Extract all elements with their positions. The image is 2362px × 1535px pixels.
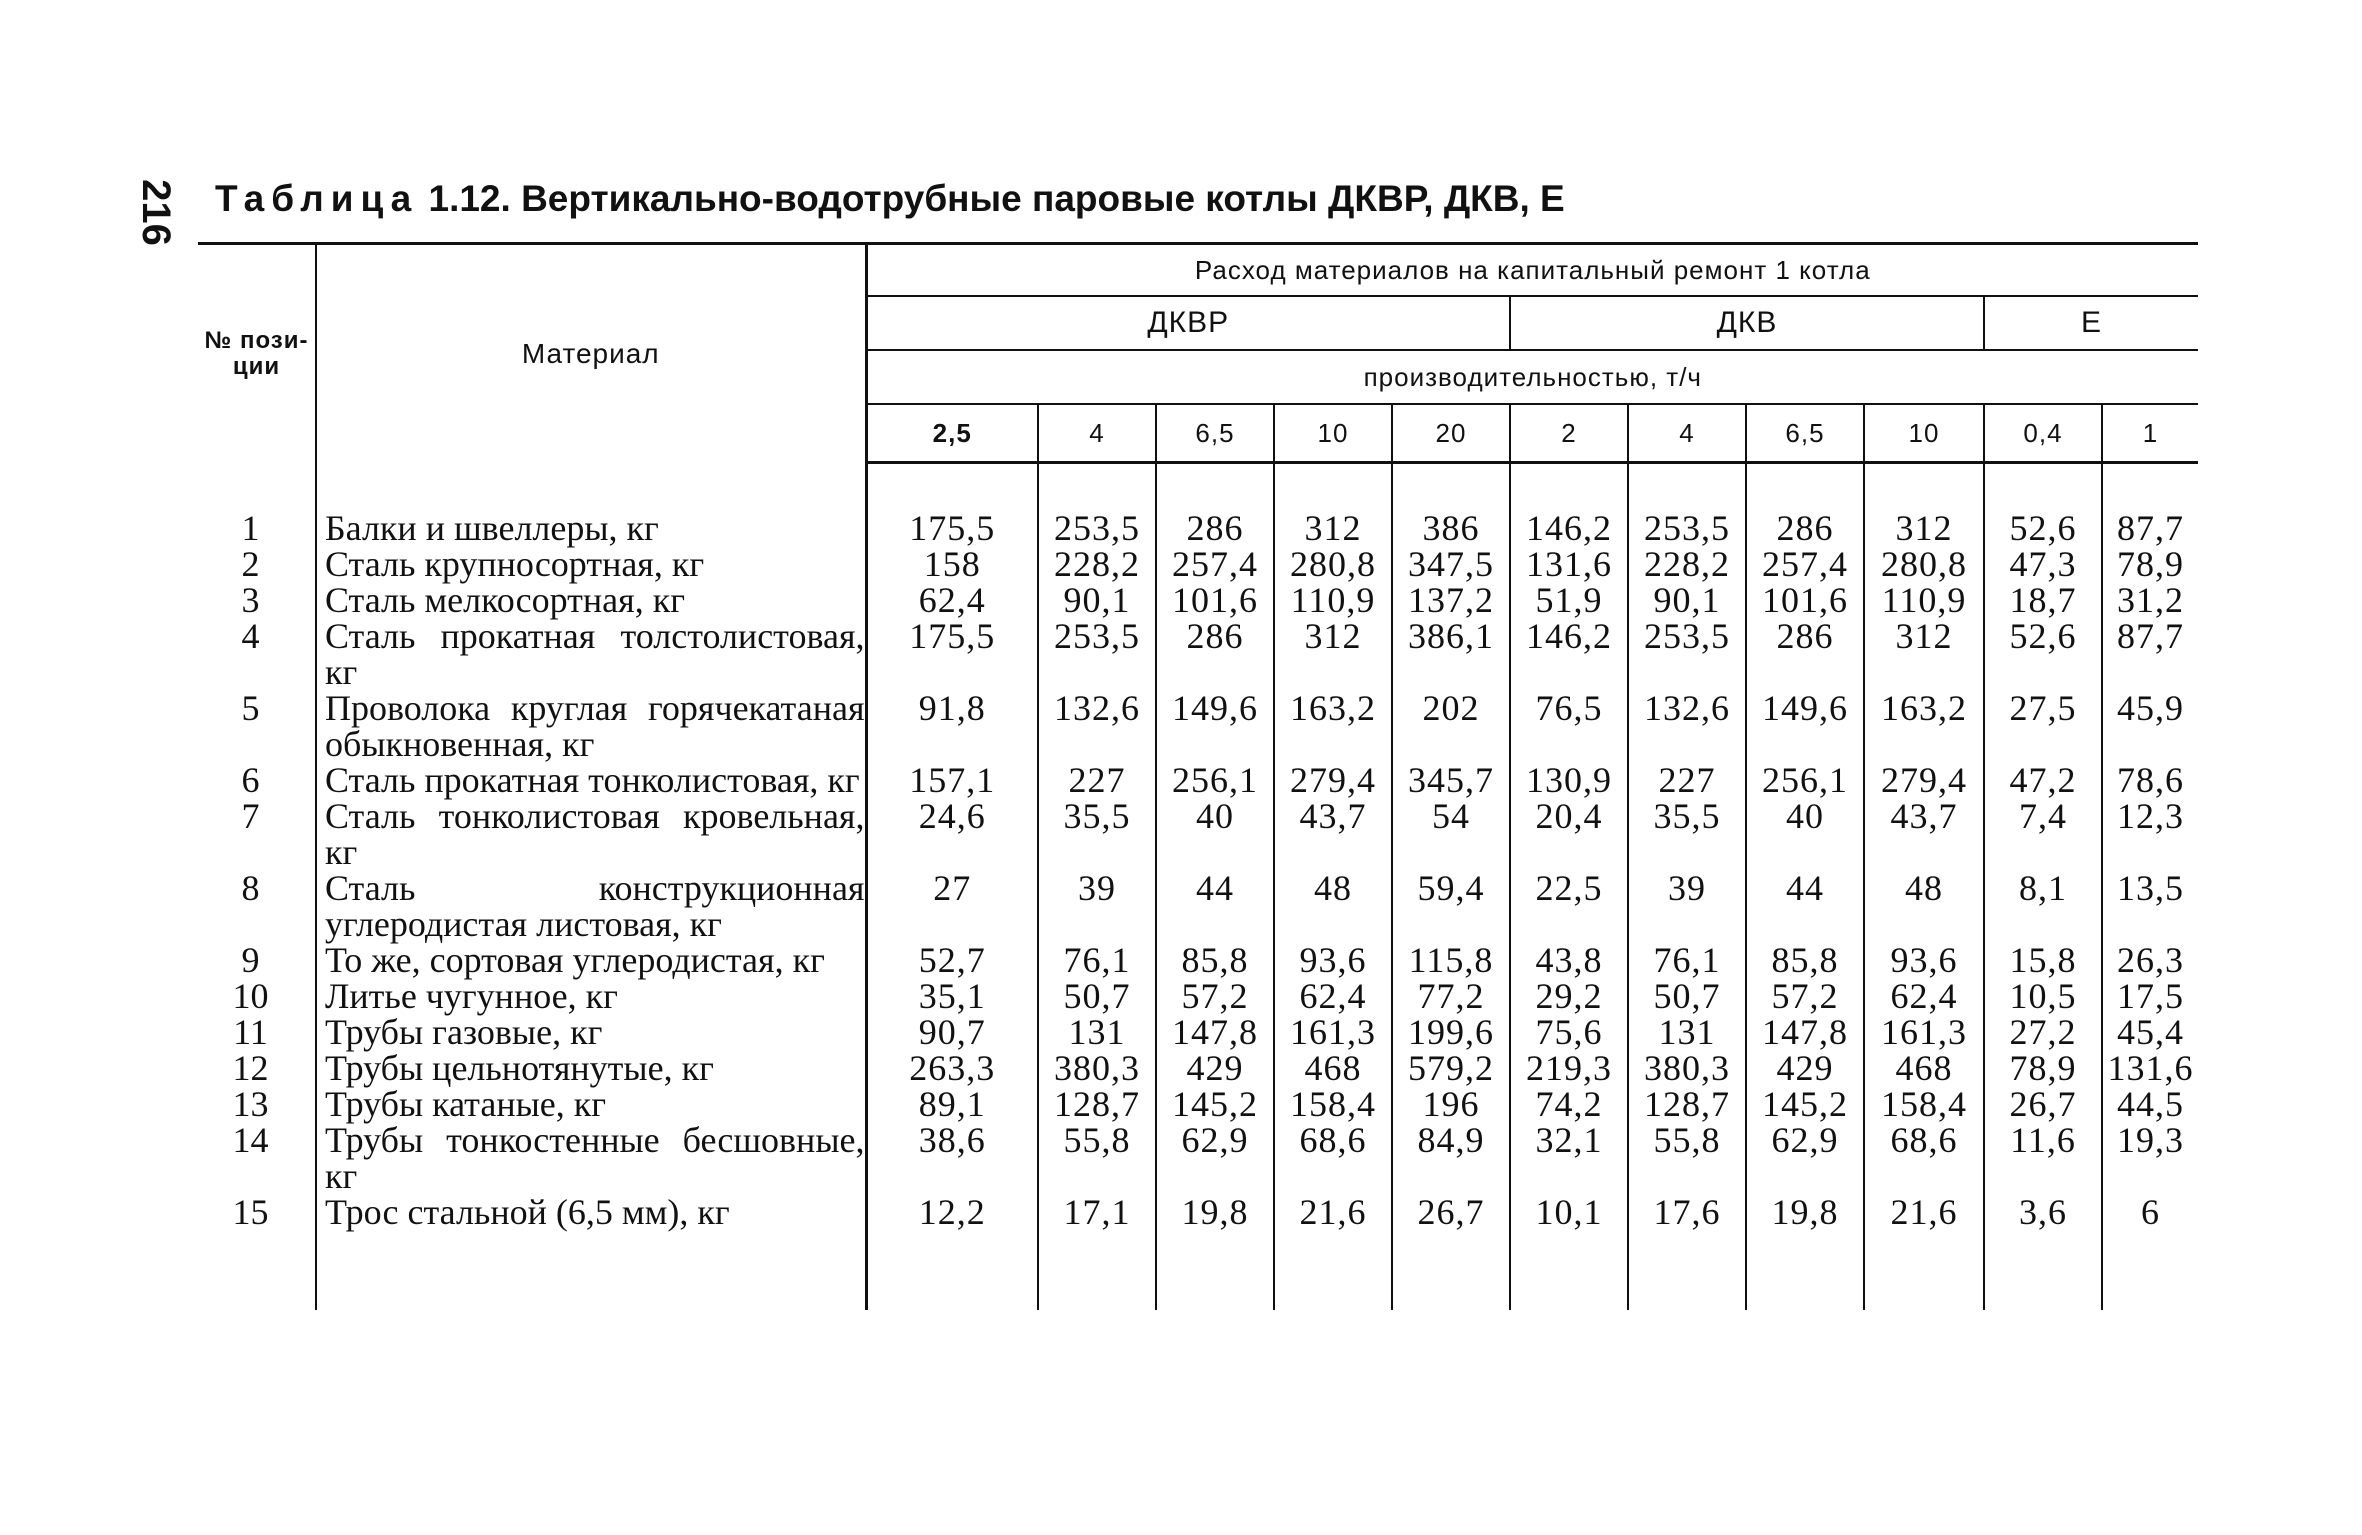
- row-value: 78,9: [1984, 1050, 2102, 1086]
- row-value: 26,7: [1984, 1086, 2102, 1122]
- row-value: 52,6: [1984, 510, 2102, 546]
- title-number: 1.12.: [428, 178, 511, 219]
- row-value: 147,8: [1156, 1014, 1274, 1050]
- row-value: 286: [1746, 510, 1864, 546]
- row-value: 3,6: [1984, 1194, 2102, 1230]
- header-capacity-cell: 20: [1392, 404, 1510, 463]
- row-value: 386: [1392, 510, 1510, 546]
- table-row: [198, 1050, 2198, 1086]
- row-value: 43,7: [1274, 798, 1392, 870]
- row-value: 76,1: [1628, 942, 1746, 978]
- row-value: 85,8: [1746, 942, 1864, 978]
- row-position: 4: [198, 618, 316, 690]
- row-value: 128,7: [1628, 1086, 1746, 1122]
- row-value: 62,4: [1274, 978, 1392, 1014]
- row-position: 1: [198, 510, 316, 546]
- header-capacity-cell: 6,5: [1156, 404, 1274, 463]
- row-value: 163,2: [1864, 690, 1984, 762]
- row-value: 161,3: [1864, 1014, 1984, 1050]
- header-position: № пози- ции: [198, 244, 316, 463]
- row-material: Сталь крупносортная, кг: [316, 546, 866, 582]
- row-value: 286: [1156, 510, 1274, 546]
- row-value: 312: [1274, 510, 1392, 546]
- row-value: 347,5: [1392, 546, 1510, 582]
- tail-cell: [1156, 1230, 1274, 1310]
- row-material: Сталь мелкосортная, кг: [316, 582, 866, 618]
- spacer-cell: [1274, 463, 1392, 511]
- header-brand-e: Е: [1984, 296, 2198, 350]
- row-value: 12,3: [2117, 796, 2185, 836]
- row-value: 44: [1746, 870, 1864, 942]
- row-value: 146,2: [1510, 618, 1628, 690]
- row-value: 35,5: [1038, 798, 1156, 870]
- row-value: 429: [1156, 1050, 1274, 1086]
- table-row: [198, 1194, 2198, 1230]
- row-value: 48: [1274, 870, 1392, 942]
- table-row: [198, 942, 2198, 978]
- row-position: 9: [198, 942, 316, 978]
- row-material: Трос стальной (6,5 мм), кг: [316, 1194, 866, 1230]
- row-value: 68,6: [1274, 1122, 1392, 1194]
- row-value: 149,6: [1746, 690, 1864, 762]
- row-material: Сталь прокатная тонколистовая, кг: [316, 762, 866, 798]
- row-value: 32,1: [1510, 1122, 1628, 1194]
- table-row: [198, 690, 2198, 762]
- row-value: 137,2: [1392, 582, 1510, 618]
- row-material: То же, сортовая углеродистая, кг: [316, 942, 866, 978]
- row-value: 286: [1156, 618, 1274, 690]
- row-value: 256,1: [1156, 762, 1274, 798]
- tail-cell: [866, 1230, 1038, 1310]
- title-lead: Таблица: [215, 178, 419, 219]
- row-value: 196: [1392, 1086, 1510, 1122]
- row-value: 44: [1156, 870, 1274, 942]
- row-value: 57,2: [1156, 978, 1274, 1014]
- row-value: 45,9: [2117, 688, 2185, 728]
- row-value: 48: [1864, 870, 1984, 942]
- row-value: 21,6: [1274, 1194, 1392, 1230]
- table-row: [198, 978, 2198, 1014]
- row-value: 90,1: [1038, 582, 1156, 618]
- table-row: [198, 582, 2198, 618]
- row-value: 90,1: [1628, 582, 1746, 618]
- row-value: 24,6: [866, 798, 1038, 870]
- title-text: Вертикально-водотрубные паровые котлы ДКВР, ДКВ, Е: [521, 178, 1565, 219]
- row-value: 101,6: [1156, 582, 1274, 618]
- row-position: 10: [198, 978, 316, 1014]
- table-row: [198, 870, 2198, 942]
- row-value: 43,8: [1510, 942, 1628, 978]
- header-capacity-cell: 1: [2102, 404, 2198, 463]
- tail-row: [198, 1230, 2198, 1310]
- tail-cell: [1274, 1230, 1392, 1310]
- spacer-cell: [1746, 463, 1864, 511]
- header-capacity-cell: 4: [1628, 404, 1746, 463]
- spacer-cell: [316, 463, 866, 511]
- row-value: 163,2: [1274, 690, 1392, 762]
- row-value: 78,9: [2117, 544, 2185, 584]
- spacer-cell: [1510, 463, 1628, 511]
- row-value: 227: [1628, 762, 1746, 798]
- row-value: 161,3: [1274, 1014, 1392, 1050]
- row-value: 280,8: [1864, 546, 1984, 582]
- row-material: Трубы тонкостенные бесшовные, кг: [316, 1122, 866, 1194]
- row-value: 19,3: [2117, 1120, 2185, 1160]
- row-value: 145,2: [1746, 1086, 1864, 1122]
- row-material: Сталь конструкционная углеродистая листовая, кг: [316, 870, 866, 942]
- row-value: 157,1: [866, 762, 1038, 798]
- row-material: Трубы цельнотянутые, кг: [316, 1050, 866, 1086]
- row-value: 27,2: [1984, 1014, 2102, 1050]
- row-value: 17,6: [1628, 1194, 1746, 1230]
- row-value: 90,7: [866, 1014, 1038, 1050]
- row-value: 47,3: [1984, 546, 2102, 582]
- tail-cell: [1510, 1230, 1628, 1310]
- row-value: 77,2: [1392, 978, 1510, 1014]
- tail-cell: [316, 1230, 866, 1310]
- row-value: 84,9: [1392, 1122, 1510, 1194]
- row-value: 17,5: [2117, 976, 2185, 1016]
- row-value: 93,6: [1864, 942, 1984, 978]
- row-value: 62,4: [866, 582, 1038, 618]
- row-value: 101,6: [1746, 582, 1864, 618]
- row-value: 131,6: [1510, 546, 1628, 582]
- row-value: 345,7: [1392, 762, 1510, 798]
- row-position: 7: [198, 798, 316, 870]
- row-value: 380,3: [1038, 1050, 1156, 1086]
- header-capacity-cell: 10: [1274, 404, 1392, 463]
- row-position: 15: [198, 1194, 316, 1230]
- table-row: [198, 762, 2198, 798]
- row-value: 10,5: [1984, 978, 2102, 1014]
- row-value: 47,2: [1984, 762, 2102, 798]
- row-value: 263,3: [866, 1050, 1038, 1086]
- row-position: 5: [198, 690, 316, 762]
- materials-table: [198, 242, 2198, 1310]
- row-value: 257,4: [1156, 546, 1274, 582]
- row-value: 76,1: [1038, 942, 1156, 978]
- tail-cell: [1984, 1230, 2102, 1310]
- row-value: 13,5: [2117, 868, 2185, 908]
- row-value: 228,2: [1628, 546, 1746, 582]
- materials-table-wrapper: [198, 242, 2198, 1310]
- header-brand-dkv: ДКВ: [1510, 296, 1984, 350]
- row-value: 54: [1392, 798, 1510, 870]
- row-value: 35,1: [866, 978, 1038, 1014]
- row-value: 26,3: [2117, 940, 2185, 980]
- row-value: 18,7: [1984, 582, 2102, 618]
- spacer-cell: [1984, 463, 2102, 511]
- header-capacity-cell: 4: [1038, 404, 1156, 463]
- tail-cell: [1628, 1230, 1746, 1310]
- row-value: 6: [2141, 1192, 2161, 1232]
- header-capacity-cell: 6,5: [1746, 404, 1864, 463]
- spacer-cell: [198, 463, 316, 511]
- row-material: Трубы газовые, кг: [316, 1014, 866, 1050]
- row-value: 256,1: [1746, 762, 1864, 798]
- row-value: 228,2: [1038, 546, 1156, 582]
- row-value: 43,7: [1864, 798, 1984, 870]
- row-value: 380,3: [1628, 1050, 1746, 1086]
- table-title: [215, 178, 1565, 220]
- row-value: 158: [866, 546, 1038, 582]
- row-position: 2: [198, 546, 316, 582]
- row-value: 19,8: [1156, 1194, 1274, 1230]
- table-body: [198, 463, 2198, 1311]
- row-value: 62,9: [1746, 1122, 1864, 1194]
- row-position: 11: [198, 1014, 316, 1050]
- tail-cell: [198, 1230, 316, 1310]
- row-value: 17,1: [1038, 1194, 1156, 1230]
- spacer-cell: [1038, 463, 1156, 511]
- tail-cell: [1746, 1230, 1864, 1310]
- row-material: Трубы катаные, кг: [316, 1086, 866, 1122]
- row-material: Сталь тонколистовая кровельная, кг: [316, 798, 866, 870]
- table-row: [198, 546, 2198, 582]
- row-value: 89,1: [866, 1086, 1038, 1122]
- header-capacity-cell: 2,5: [866, 404, 1038, 463]
- row-material: Литье чугунное, кг: [316, 978, 866, 1014]
- row-value: 68,6: [1864, 1122, 1984, 1194]
- header-capacity-cell: 10: [1864, 404, 1984, 463]
- row-position: 3: [198, 582, 316, 618]
- row-value: 15,8: [1984, 942, 2102, 978]
- row-value: 12,2: [866, 1194, 1038, 1230]
- row-value: 280,8: [1274, 546, 1392, 582]
- row-value: 429: [1746, 1050, 1864, 1086]
- row-value: 11,6: [1984, 1122, 2102, 1194]
- row-value: 74,2: [1510, 1086, 1628, 1122]
- row-value: 312: [1864, 510, 1984, 546]
- row-value: 40: [1156, 798, 1274, 870]
- row-value: 52,6: [1984, 618, 2102, 690]
- row-value: 110,9: [1274, 582, 1392, 618]
- table-row: [198, 1122, 2198, 1194]
- row-value: 39: [1628, 870, 1746, 942]
- row-value: 29,2: [1510, 978, 1628, 1014]
- row-value: 468: [1864, 1050, 1984, 1086]
- spacer-row: [198, 463, 2198, 511]
- row-value: 62,4: [1864, 978, 1984, 1014]
- row-value: 130,9: [1510, 762, 1628, 798]
- row-value: 202: [1392, 690, 1510, 762]
- row-value: 286: [1746, 618, 1864, 690]
- spacer-cell: [1864, 463, 1984, 511]
- spacer-cell: [1156, 463, 1274, 511]
- tail-cell: [1392, 1230, 1510, 1310]
- row-value: 55,8: [1628, 1122, 1746, 1194]
- row-value: 50,7: [1038, 978, 1156, 1014]
- header-material: Материал: [316, 244, 866, 463]
- table-header: [198, 244, 2198, 463]
- row-value: 22,5: [1510, 870, 1628, 942]
- row-value: 175,5: [866, 618, 1038, 690]
- row-value: 386,1: [1392, 618, 1510, 690]
- row-value: 35,5: [1628, 798, 1746, 870]
- table-row: [198, 1014, 2198, 1050]
- spacer-cell: [1628, 463, 1746, 511]
- header-capacity-label: производительностью, т/ч: [866, 350, 2198, 404]
- row-value: 50,7: [1628, 978, 1746, 1014]
- row-value: 131: [1038, 1014, 1156, 1050]
- row-value: 199,6: [1392, 1014, 1510, 1050]
- row-value: 31,2: [2117, 580, 2185, 620]
- row-value: 579,2: [1392, 1050, 1510, 1086]
- row-value: 257,4: [1746, 546, 1864, 582]
- row-position: 13: [198, 1086, 316, 1122]
- row-value: 128,7: [1038, 1086, 1156, 1122]
- row-value: 312: [1864, 618, 1984, 690]
- row-value: 145,2: [1156, 1086, 1274, 1122]
- header-brand-dkvr: ДКВР: [866, 296, 1510, 350]
- row-value: 78,6: [2117, 760, 2185, 800]
- spacer-cell: [2102, 463, 2198, 511]
- row-value: 26,7: [1392, 1194, 1510, 1230]
- row-value: 59,4: [1392, 870, 1510, 942]
- table-row: [198, 1086, 2198, 1122]
- tail-cell: [1038, 1230, 1156, 1310]
- row-value: 131,6: [2107, 1048, 2194, 1088]
- header-capacity-cell: 2: [1510, 404, 1628, 463]
- table-row: [198, 510, 2198, 546]
- row-value: 51,9: [1510, 582, 1628, 618]
- row-position: 8: [198, 870, 316, 942]
- row-value: 253,5: [1628, 510, 1746, 546]
- row-value: 7,4: [1984, 798, 2102, 870]
- header-capacity-cell: 0,4: [1984, 404, 2102, 463]
- row-value: 131: [1628, 1014, 1746, 1050]
- row-value: 40: [1746, 798, 1864, 870]
- row-value: 147,8: [1746, 1014, 1864, 1050]
- row-value: 146,2: [1510, 510, 1628, 546]
- row-value: 85,8: [1156, 942, 1274, 978]
- row-value: 45,4: [2117, 1012, 2185, 1052]
- row-value: 87,7: [2117, 616, 2185, 656]
- row-value: 10,1: [1510, 1194, 1628, 1230]
- page-number: 216: [133, 179, 178, 246]
- row-value: 132,6: [1628, 690, 1746, 762]
- row-position: 12: [198, 1050, 316, 1086]
- row-material: Балки и швеллеры, кг: [316, 510, 866, 546]
- row-material: Проволока круглая горячекатаная обыкновенная, кг: [316, 690, 866, 762]
- row-value: 227: [1038, 762, 1156, 798]
- row-value: 76,5: [1510, 690, 1628, 762]
- table-row: [198, 618, 2198, 690]
- row-value: 279,4: [1864, 762, 1984, 798]
- row-value: 39: [1038, 870, 1156, 942]
- row-value: 158,4: [1274, 1086, 1392, 1122]
- row-value: 253,5: [1038, 510, 1156, 546]
- row-value: 110,9: [1864, 582, 1984, 618]
- row-value: 149,6: [1156, 690, 1274, 762]
- tail-cell: [1864, 1230, 1984, 1310]
- row-value: 19,8: [1746, 1194, 1864, 1230]
- row-value: 158,4: [1864, 1086, 1984, 1122]
- row-value: 219,3: [1510, 1050, 1628, 1086]
- row-value: 21,6: [1864, 1194, 1984, 1230]
- row-value: 175,5: [866, 510, 1038, 546]
- row-value: 38,6: [866, 1122, 1038, 1194]
- row-value: 44,5: [2117, 1084, 2185, 1124]
- row-value: 20,4: [1510, 798, 1628, 870]
- row-value: 27,5: [1984, 690, 2102, 762]
- row-value: 52,7: [866, 942, 1038, 978]
- row-position: 14: [198, 1122, 316, 1194]
- row-value: 132,6: [1038, 690, 1156, 762]
- row-value: 55,8: [1038, 1122, 1156, 1194]
- row-value: 57,2: [1746, 978, 1864, 1014]
- row-value: 253,5: [1038, 618, 1156, 690]
- row-value: 27: [866, 870, 1038, 942]
- row-position: 6: [198, 762, 316, 798]
- header-consumption-label: Расход материалов на капитальный ремонт 1 котла: [866, 244, 2198, 297]
- row-value: 62,9: [1156, 1122, 1274, 1194]
- row-value: 93,6: [1274, 942, 1392, 978]
- spacer-cell: [1392, 463, 1510, 511]
- row-value: 279,4: [1274, 762, 1392, 798]
- spacer-cell: [866, 463, 1038, 511]
- row-value: 468: [1274, 1050, 1392, 1086]
- row-material: Сталь прокатная толстолистовая, кг: [316, 618, 866, 690]
- row-value: 91,8: [866, 690, 1038, 762]
- row-value: 87,7: [2117, 508, 2185, 548]
- table-row: [198, 798, 2198, 870]
- row-value: 8,1: [1984, 870, 2102, 942]
- row-value: 75,6: [1510, 1014, 1628, 1050]
- tail-cell: [2102, 1230, 2198, 1310]
- row-value: 115,8: [1392, 942, 1510, 978]
- row-value: 253,5: [1628, 618, 1746, 690]
- row-value: 312: [1274, 618, 1392, 690]
